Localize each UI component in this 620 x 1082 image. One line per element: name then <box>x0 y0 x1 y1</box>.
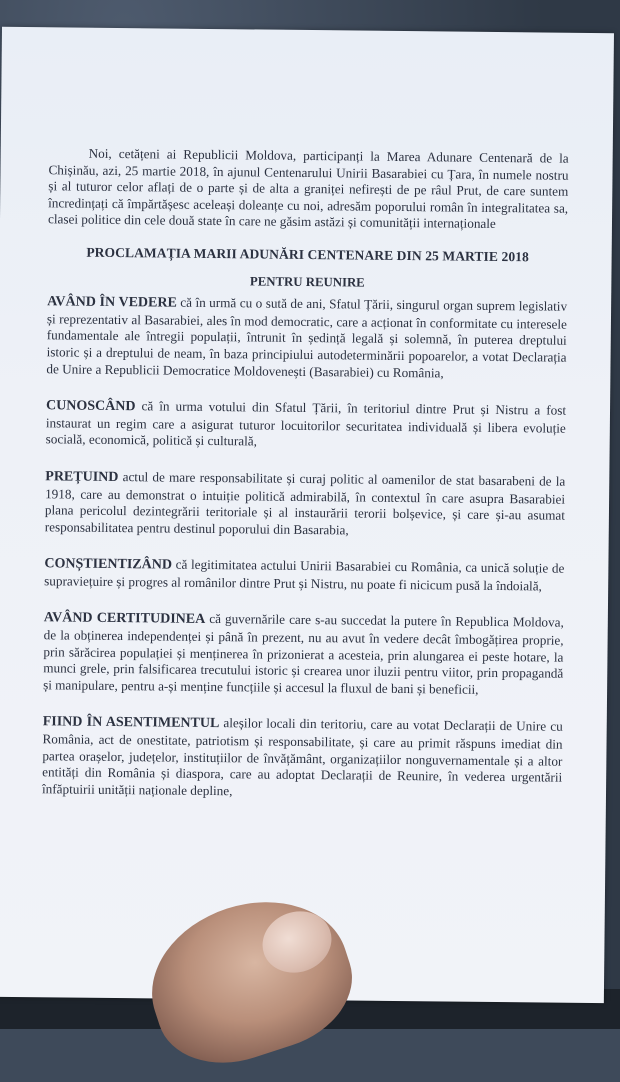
document-content <box>42 145 569 823</box>
clause-text: că în urmă cu o sută de ani, Sfatul Țării, singurul organ suprem legislativ și reprezentativ al Basarabiei, ales în mod democratic, care a acționat în conformitate cu interesele fundamentale ale întregii populații, întrunit în ședință legală și solemnă, în puterea dreptului istoric și a dreptului de neam, în baza principiului autodeterminării popoarelor, a votat Declarația de Unire a Republicii Democratice Moldovenești (Basarabiei) cu România, <box>46 294 568 380</box>
clause-text: că legitimitatea actului Unirii Basarabiei cu România, ca unică soluție de supraviețuire și progres al românilor dintre Prut și Nistru, nu poate fi nicicum pusă la îndoială, <box>44 556 565 594</box>
clause-text: că în urma votului din Sfatul Țării, în teritoriul dintre Prut și Nistru a fost instaurat un regim care a asigurat tuturor locuitorilor securitatea individuală și libera evoluție socială, economică, politică și culturală, <box>45 398 567 449</box>
clause-lead: CUNOSCÂND <box>45 398 136 415</box>
clause-lead: FIIND ÎN ASENTIMENTUL <box>42 714 220 732</box>
clause-1 <box>46 293 567 382</box>
clause-text: aleșilor locali din teritoriu, care au votat Declarații de Unire cu România, act de onestitate, patriotism și responsabilitate, și care au primit răspuns imediat din partea orașelor, județelor, instituțiilor de învățământ, organizațiilor nonguvernamentale și a altor entități din România și diaspora, care au adoptat Declarații de Reunire, în vederea urgentării înfăptuirii unității naționale depline, <box>41 715 563 799</box>
clause-lead: AVÂND ÎN VEDERE <box>47 294 177 311</box>
proclamation-title: PROCLAMAȚIA MARII ADUNĂRI CENTENARE DIN 25 MARTIE 2018 <box>86 244 529 265</box>
clause-lead: CONȘTIENTIZÂND <box>44 556 173 573</box>
clause-4 <box>44 556 564 596</box>
clause-text: actul de mare responsabilitate și curaj politic al oamenilor de stat basarabeni de la 1918, care au demonstrat o intuiție politică admirabilă, în contextul în care asupra Basarabiei plana pericolul dezintegrării teritoriale și al instaurării terorii bolșevice, și care și-au asumat responsabilitatea pentru destinul poporului din Basarabia, <box>44 468 566 538</box>
clause-text: că guvernările care s-au succedat la putere în Republica Moldova, de la obținerea independenței și până în prezent, nu au avut în vedere decât îmbogățirea proprie, prin sărăcirea populației și menținerea în prizonierat a acesteia, prin alungarea ei peste hotare, la munci grele, prin falsificarea trecutului istoric și crearea unor iluzii pentru viitor, prin propagandă și manipulare, pentru a-și menține funcțiile și accesul la fluxul de bani și beneficii, <box>43 611 564 697</box>
document-page <box>0 27 614 1003</box>
clause-6 <box>42 714 563 803</box>
clause-lead: PREȚUIND <box>45 469 119 485</box>
proclamation-subtitle: PENTRU REUNIRE <box>249 273 365 290</box>
clause-3 <box>45 468 566 541</box>
clause-5 <box>43 610 564 699</box>
clause-lead: AVÂND CERTITUDINEA <box>43 610 206 628</box>
clause-2 <box>46 397 567 453</box>
intro-paragraph <box>48 145 569 233</box>
intro-text: Noi, cetățeni ai Republicii Moldova, participanți la Marea Adunare Centenară de la Chișinău, azi, 25 martie 2018, în ajunul Centenarului Unirii Basarabiei cu Țara, în numele nostru și al tuturor celor aflați de o parte și de alta a graniței nefirești de pe râul Prut, de care suntem încredințați că împărtășesc aceleași doleanțe cu noi, adresăm poporului român în integralitatea sa, clasei politice din cele două state în care ne găsim astăzi și comunității internaționale <box>47 145 569 232</box>
